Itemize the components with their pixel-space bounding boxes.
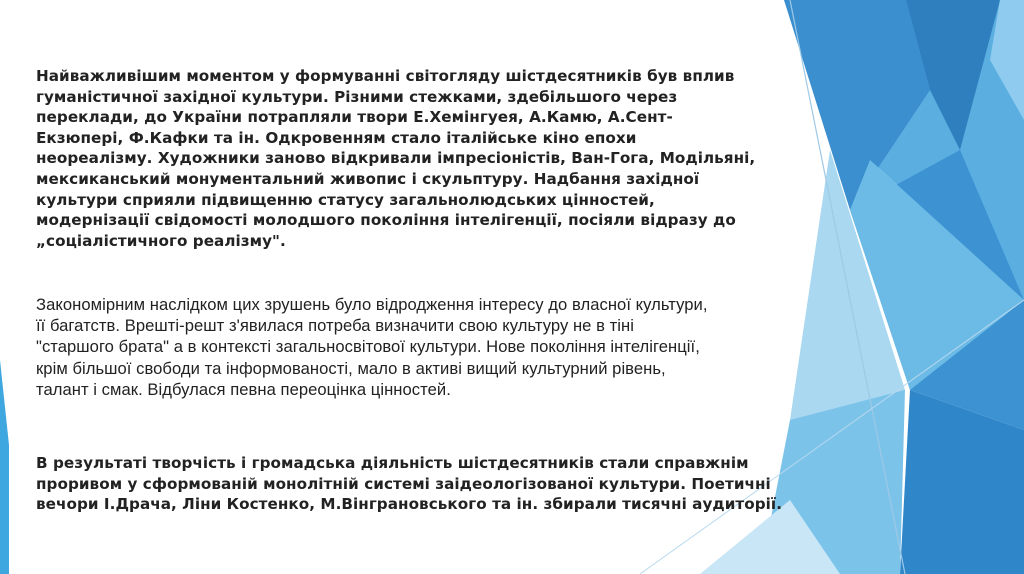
paragraph-line: Закономірним наслідком цих зрушень було відродження інтересу до власної культури, <box>36 295 708 314</box>
paragraph-line: В результаті творчість і громадська діяльність шістдесятників стали справжнім <box>36 454 749 472</box>
paragraph-line: гуманістичної західної культури. Різними стежками, здебільшого через <box>36 87 678 106</box>
paragraph-line: талант і смак. Відбулася певна переоцінка цінностей. <box>36 379 451 399</box>
paragraph-breakthrough <box>36 453 806 515</box>
paragraph-line: вечори І.Драча, Ліни Костенко, М.Вінграновського та ін. збирали тисячні аудиторії. <box>36 495 783 514</box>
paragraph-line: проривом у сформованій монолітній системі заідеологізованої культури. Поетичні <box>36 474 771 493</box>
paragraph-western-influence <box>36 66 796 251</box>
paragraph-line: Найважливішим моментом у формуванні світогляду шістдесятників був вплив <box>36 67 735 85</box>
paragraph-line: „соціалістичного реалізму". <box>36 231 286 250</box>
paragraph-line: культури сприяли підвищенню статусу загальнолюдських цінностей, <box>36 190 655 209</box>
paragraph-line: переклади, до України потрапляли твори Е.Хемінгуея, А.Камю, А.Сент- <box>36 108 673 127</box>
paragraph-line: мексиканський монументальний живопис і скульптуру. Надбання західної <box>36 169 700 188</box>
paragraph-line: Екзюпері, Ф.Кафки та ін. Одкровенням стало італійське кіно епохи <box>36 128 637 147</box>
left-edge-accent <box>0 360 9 574</box>
paragraph-line: її багатств. Врешті-решт з'явилася потреба визначити свою культуру не в тіні <box>36 316 634 336</box>
paragraph-line: "старшого брата" а в контексті загальносвітової культури. Нове покоління інтелігенції, <box>36 337 700 357</box>
paragraph-line: неореалізму. Художники заново відкривали імпресіоністів, Ван-Гога, Модільяні, <box>36 149 756 168</box>
paragraph-line: крім більшої свободи та інформованості, мало в активі вищий культурний рівень, <box>36 358 666 378</box>
paragraph-line: модернізації свідомості молодшого покоління інтелігенції, посіяли відразу до <box>36 211 736 230</box>
paragraph-cultural-revival <box>36 294 826 400</box>
